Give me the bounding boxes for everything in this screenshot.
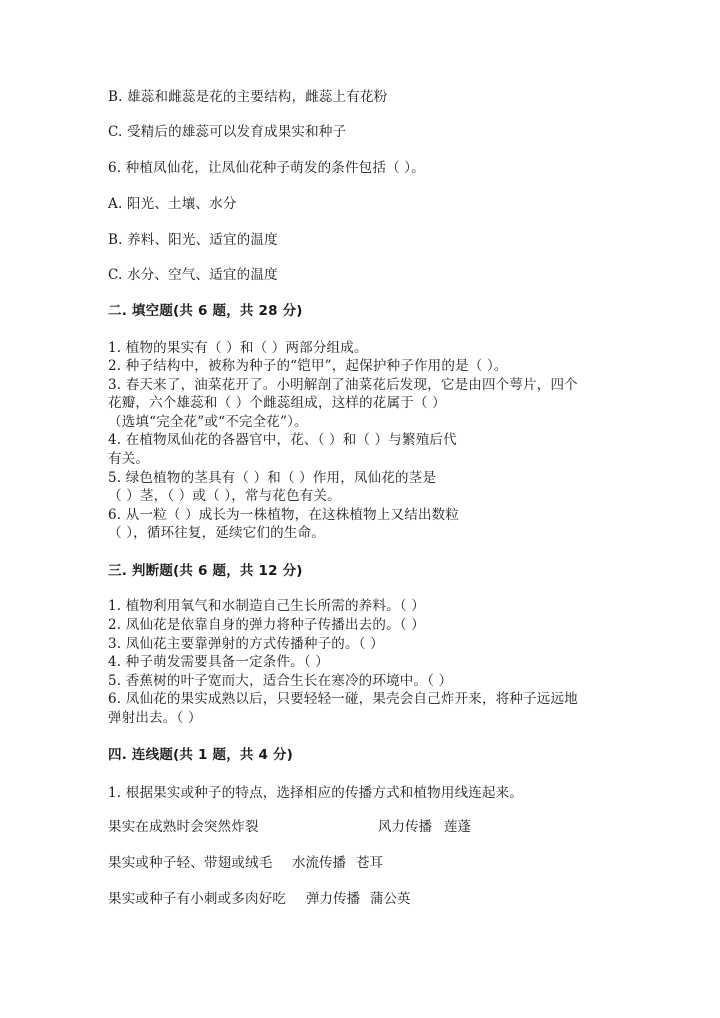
mc-q6-stem: 6. 种植凤仙花，让凤仙花种子萌发的条件包括（ ）。 bbox=[108, 160, 425, 176]
judge-line: 6. 凤仙花的果实成熟以后，只要轻轻一碰，果壳会自己炸开来，将种子远远地 bbox=[108, 691, 578, 707]
matching-method: 弹力传播 bbox=[306, 891, 360, 907]
judge-line: 3. 凤仙花主要靠弹射的方式传播种子的。（ ） bbox=[108, 636, 384, 652]
fill-line: 5. 绿色植物的茎具有（ ）和（ ）作用，凤仙花的茎是 bbox=[108, 470, 437, 486]
matching-feature: 果实或种子有小刺或多肉好吃 bbox=[108, 891, 287, 907]
section-title-fill-blank: 二. 填空题(共 6 题，共 28 分) bbox=[108, 303, 303, 319]
matching-plant: 莲蓬 bbox=[444, 819, 471, 835]
fill-line: 4. 在植物凤仙花的各器官中，花、（ ）和（ ）与繁殖后代 bbox=[108, 432, 457, 448]
judge-line: 5. 香蕉树的叶子宽而大，适合生长在寒冷的环境中。（ ） bbox=[108, 673, 453, 689]
mc-q6-option-c: C. 水分、空气、适宜的温度 bbox=[108, 267, 278, 283]
matching-feature: 果实在成熟时会突然炸裂 bbox=[108, 819, 259, 835]
matching-plant: 蒲公英 bbox=[370, 891, 411, 907]
mc-q6-option-a: A. 阳光、土壤、水分 bbox=[108, 196, 237, 212]
fill-line: （ ），循环往复，延续它们的生命。 bbox=[108, 525, 325, 541]
fill-line: 花瓣，六个雄蕊和（ ）个雌蕊组成，这样的花属于（ ） bbox=[108, 395, 446, 411]
matching-method: 风力传播 bbox=[378, 819, 432, 835]
mc-q6-option-b: B. 养料、阳光、适宜的温度 bbox=[108, 232, 278, 248]
fill-line: 3. 春天来了，油菜花开了。小明解剖了油菜花后发现，它是由四个萼片，四个 bbox=[108, 377, 578, 393]
judge-line: 1. 植物利用氧气和水制造自己生长所需的养料。（ ） bbox=[108, 598, 425, 614]
matching-method: 水流传播 bbox=[292, 855, 346, 871]
mc-q5-option-b: B. 雄蕊和雌蕊是花的主要结构，雌蕊上有花粉 bbox=[108, 89, 388, 105]
judge-line: 弹射出去。（ ） bbox=[108, 710, 202, 726]
matching-plant: 苍耳 bbox=[356, 855, 383, 871]
section-title-matching: 四. 连线题(共 1 题，共 4 分) bbox=[108, 747, 294, 763]
matching-stem: 1. 根据果实或种子的特点，选择相应的传播方式和植物用线连起来。 bbox=[108, 785, 524, 801]
mc-q5-option-c: C. 受精后的雄蕊可以发育成果实和种子 bbox=[108, 124, 347, 140]
section-title-true-false: 三. 判断题(共 6 题，共 12 分) bbox=[108, 563, 303, 579]
fill-line: （选填“完全花”或“不完全花”）。 bbox=[108, 414, 308, 430]
fill-line: 6. 从一粒（ ）成长为一株植物，在这株植物上又结出数粒 bbox=[108, 507, 460, 523]
fill-line: 2. 种子结构中，被称为种子的“铠甲”，起保护种子作用的是（ ）。 bbox=[108, 358, 508, 374]
fill-line: 1. 植物的果实有（ ）和（ ）两部分组成。 bbox=[108, 340, 368, 356]
fill-line: 有关。 bbox=[108, 451, 150, 467]
judge-line: 4. 种子萌发需要具备一定条件。（ ） bbox=[108, 654, 330, 670]
fill-line: （ ）茎，（ ）或（ ），常与花色有关。 bbox=[108, 488, 341, 504]
judge-line: 2. 凤仙花是依靠自身的弹力将种子传播出去的。（ ） bbox=[108, 617, 425, 633]
matching-feature: 果实或种子轻、带翅或绒毛 bbox=[108, 855, 273, 871]
